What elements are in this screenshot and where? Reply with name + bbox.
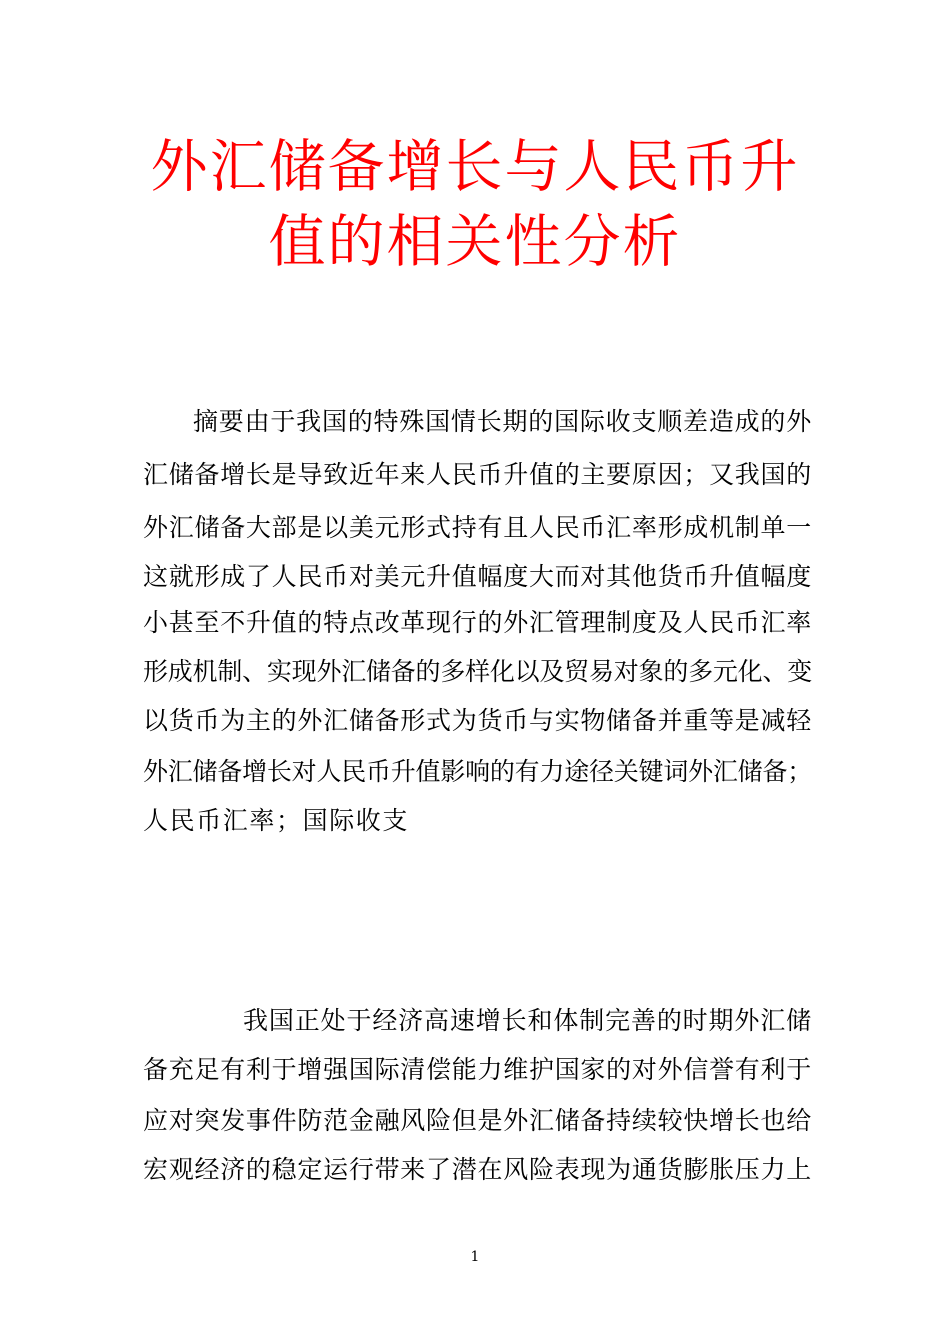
abstract-line: 形成机制、实现外汇储备的多样化以及贸易对象的多元化、变 [143,657,812,686]
body-line: 备充足有利于增强国际清偿能力维护国家的对外信誉有利于 [143,1055,812,1084]
body-line: 应对突发事件防范金融风险但是外汇储备持续较快增长也给 [143,1106,812,1135]
page-number: 1 [470,1249,480,1265]
abstract-line: 汇储备增长是导致近年来人民币升值的主要原因；又我国的 [143,460,812,489]
document-title-line-2: 值的相关性分析 [268,209,682,275]
abstract-line: 小甚至不升值的特点改革现行的外汇管理制度及人民币汇率 [143,608,812,637]
abstract-line: 外汇储备增长对人民币升值影响的有力途径关键词外汇储备； [143,757,812,786]
abstract-line: 人民币汇率；国际收支 [143,806,410,835]
abstract-line: 外汇储备大部是以美元形式持有且人民币汇率形成机制单一 [143,513,812,542]
abstract-line: 摘要由于我国的特殊国情长期的国际收支顺差造成的外 [193,407,812,436]
body-line: 宏观经济的稳定运行带来了潜在风险表现为通货膨胀压力上 [143,1155,812,1184]
abstract-line: 这就形成了人民币对美元升值幅度大而对其他货币升值幅度 [143,562,812,591]
abstract-line: 以货币为主的外汇储备形式为货币与实物储备并重等是减轻 [143,706,812,735]
body-line: 我国正处于经济高速增长和体制完善的时期外汇储 [243,1006,812,1035]
document-title-line-1: 外汇储备增长与人民币升 [150,134,800,200]
